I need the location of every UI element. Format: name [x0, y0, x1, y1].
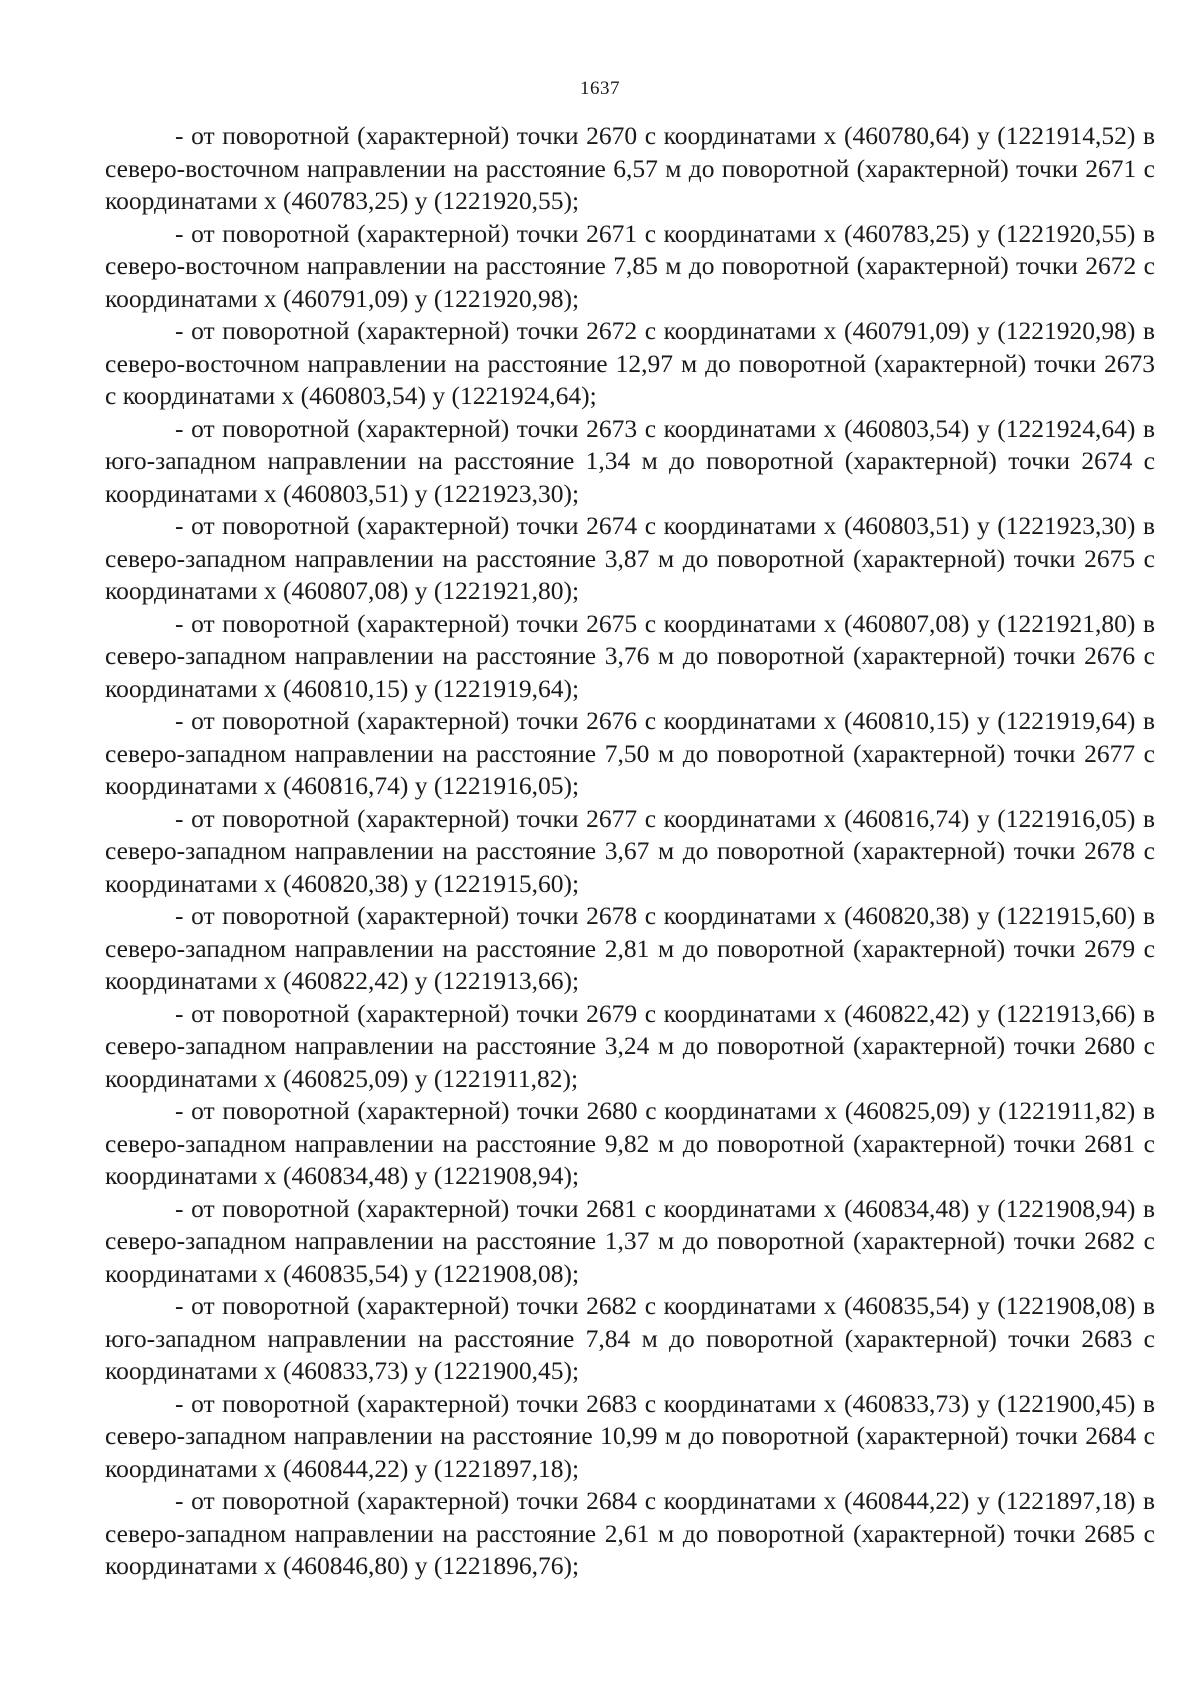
boundary-point-paragraph: - от поворотной (характерной) точки 2672 с координатами х (460791,09) у (1221920,98) в северо-восточном направлении на расстояние 12,97 м до поворотной (характерной) точки 2673 с координатами х (460803,54) у (1221924,64); — [105, 316, 1155, 410]
page-number: 1637 — [580, 78, 620, 99]
boundary-point-paragraph: - от поворотной (характерной) точки 2678 с координатами х (460820,38) у (1221915,60) в северо-западном направлении на расстояние 2,81 м до поворотной (характерной) точки 2679 с координатами х (460822,42) у (1221913,66); — [105, 901, 1155, 995]
boundary-point-paragraph: - от поворотной (характерной) точки 2675 с координатами х (460807,08) у (1221921,80) в северо-западном направлении на расстояние 3,76 м до поворотной (характерной) точки 2676 с координатами х (460810,15) у (1221919,64); — [105, 608, 1155, 703]
boundary-point-paragraph: - от поворотной (характерной) точки 2679 с координатами х (460822,42) у (1221913,66) в северо-западном направлении на расстояние 3,24 м до поворотной (характерной) точки 2680 с координатами х (460825,09) у (1221911,82); — [105, 998, 1155, 1093]
boundary-point-paragraph: - от поворотной (характерной) точки 2674 с координатами х (460803,51) у (1221923,30) в северо-западном направлении на расстояние 3,87 м до поворотной (характерной) точки 2675 с координатами х (460807,08) у (1221921,80); — [105, 511, 1155, 605]
boundary-point-paragraph: - от поворотной (характерной) точки 2676 с координатами х (460810,15) у (1221919,64) в северо-западном направлении на расстояние 7,50 м до поворотной (характерной) точки 2677 с координатами х (460816,74) у (1221916,05); — [105, 706, 1155, 800]
boundary-point-paragraph: - от поворотной (характерной) точки 2681 с координатами х (460834,48) у (1221908,94) в северо-западном направлении на расстояние 1,37 м до поворотной (характерной) точки 2682 с координатами х (460835,54) у (1221908,08); — [105, 1193, 1155, 1288]
boundary-point-paragraph: - от поворотной (характерной) точки 2680 с координатами х (460825,09) у (1221911,82) в северо-западном направлении на расстояние 9,82 м до поворотной (характерной) точки 2681 с координатами х (460834,48) у (1221908,94); — [105, 1096, 1155, 1190]
boundary-point-paragraph: - от поворотной (характерной) точки 2677 с координатами х (460816,74) у (1221916,05) в северо-западном направлении на расстояние 3,67 м до поворотной (характерной) точки 2678 с координатами х (460820,38) у (1221915,60); — [105, 803, 1155, 898]
boundary-point-paragraph: - от поворотной (характерной) точки 2684 с координатами х (460844,22) у (1221897,18) в северо-западном направлении на расстояние 2,61 м до поворотной (характерной) точки 2685 с координатами х (460846,80) у (1221896,76); — [105, 1486, 1155, 1580]
document-body — [105, 120, 1155, 1583]
boundary-point-paragraph: - от поворотной (характерной) точки 2673 с координатами х (460803,54) у (1221924,64) в юго-западном направлении на расстояние 1,34 м до поворотной (характерной) точки 2674 с координатами х (460803,51) у (1221923,30); — [105, 413, 1155, 508]
boundary-point-paragraph: - от поворотной (характерной) точки 2683 с координатами х (460833,73) у (1221900,45) в северо-западном направлении на расстояние 10,99 м до поворотной (характерной) точки 2684 с координатами х (460844,22) у (1221897,18); — [105, 1388, 1155, 1483]
boundary-point-paragraph: - от поворотной (характерной) точки 2670 с координатами х (460780,64) у (1221914,52) в северо-восточном направлении на расстояние 6,57 м до поворотной (характерной) точки 2671 с координатами х (460783,25) у (1221920,55); — [105, 121, 1155, 215]
boundary-point-paragraph: - от поворотной (характерной) точки 2682 с координатами х (460835,54) у (1221908,08) в юго-западном направлении на расстояние 7,84 м до поворотной (характерной) точки 2683 с координатами х (460833,73) у (1221900,45); — [105, 1291, 1155, 1385]
boundary-point-paragraph: - от поворотной (характерной) точки 2671 с координатами х (460783,25) у (1221920,55) в северо-восточном направлении на расстояние 7,85 м до поворотной (характерной) точки 2672 с координатами х (460791,09) у (1221920,98); — [105, 218, 1155, 313]
